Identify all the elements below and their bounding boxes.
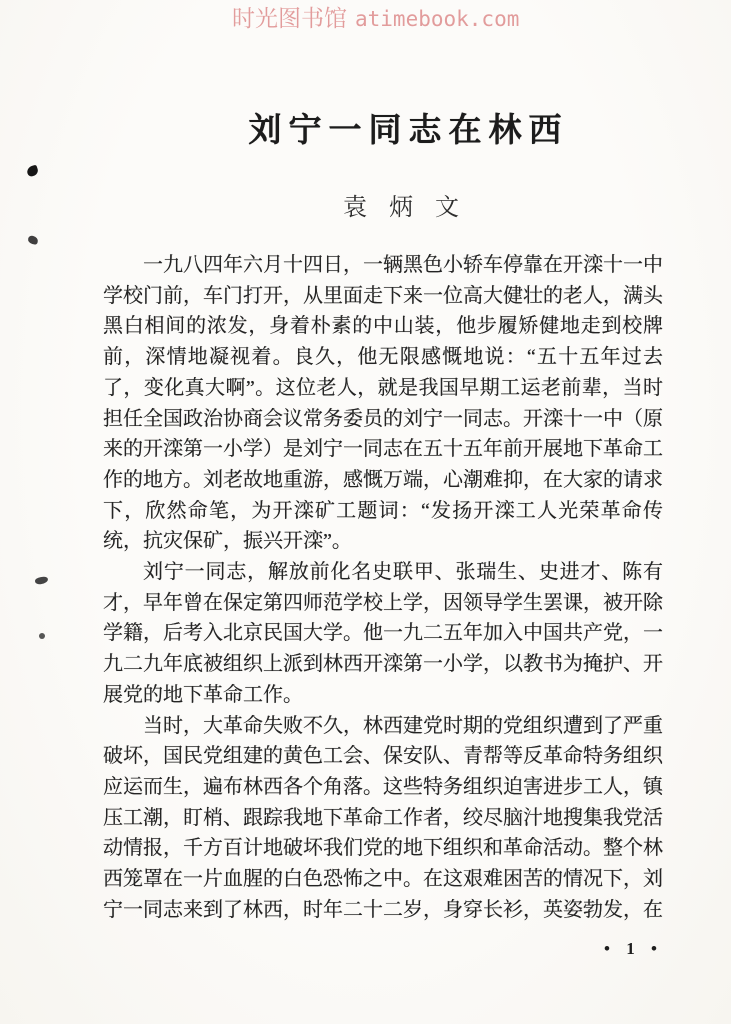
ink-speck <box>35 576 49 585</box>
article-title: 刘宁一同志在林西 <box>248 113 569 149</box>
watermark-cjk-text: 时光图书馆 <box>232 6 347 32</box>
text-line: 黑白相间的浓发，身着朴素的中山装，他步履矫健地走到校牌 <box>103 315 663 338</box>
text-line: 一九八四年六月十四日，一辆黑色小轿车停靠在开滦十一中 <box>143 254 663 276</box>
text-line: 担任全国政治协商会议常务委员的刘宁一同志。开滦十一中（原 <box>103 407 663 430</box>
text-line: 压工潮，盯梢、跟踪我地下革命工作者，绞尽脑汁地搜集我党活 <box>103 806 663 829</box>
text-line: 宁一同志来到了林西，时年二十二岁，身穿长衫，英姿勃发，在 <box>103 898 663 921</box>
text-line: 西笼罩在一片血腥的白色恐怖之中。在这艰难困苦的情况下，刘 <box>103 868 663 891</box>
text-line: 来的开滦第一小学）是刘宁一同志在五十五年前开展地下革命工 <box>103 438 663 461</box>
ink-speck <box>27 235 39 245</box>
text-line: 前，深情地凝视着。良久，他无限感慨地说：“五十五年过去 <box>103 346 663 369</box>
text-line: 了，变化真大啊”。这位老人，就是我国早期工运老前辈，当时 <box>103 376 663 399</box>
text-line: 学校门前，车门打开，从里面走下来一位高大健壮的老人，满头 <box>103 284 663 307</box>
page-number: • 1 • <box>604 939 663 958</box>
text-line: 刘宁一同志，解放前化名史联甲、张瑞生、史进才、陈有 <box>143 561 663 584</box>
text-line: 动情报，千方百计地破坏我们党的地下组织和革命活动。整个林 <box>103 837 663 860</box>
text-line: 破坏，国民党组建的黄色工会、保安队、青帮等反革命特务组织 <box>103 745 663 768</box>
article-author: 袁炳文 <box>343 195 481 221</box>
text-line: 九二九年底被组织上派到林西开滦第一小学，以教书为掩护、开 <box>103 653 663 676</box>
text-line: 才，早年曾在保定第四师范学校上学，因领导学生罢课，被开除 <box>103 591 663 614</box>
ink-speck <box>26 165 40 178</box>
text-line: 下，欣然命笔，为开滦矿工题词：“发扬开滦工人光荣革命传 <box>103 499 663 522</box>
text-line: 作的地方。刘老故地重游，感慨万端，心潮难抑，在大家的请求 <box>103 468 663 491</box>
body-text <box>103 250 663 925</box>
text-line: 展党的地下革命工作。 <box>103 683 303 706</box>
text-line: 当时，大革命失败不久，林西建党时期的党组织遭到了严重 <box>143 714 663 737</box>
watermark <box>232 6 519 32</box>
text-line: 统，抗灾保矿，振兴开滦”。 <box>103 530 352 553</box>
ink-speck <box>39 633 45 639</box>
text-line: 应运而生，遍布林西各个角落。这些特务组织迫害进步工人，镇 <box>103 775 663 798</box>
text-line: 学籍，后考入北京民国大学。他一九二五年加入中国共产党，一 <box>103 622 663 645</box>
watermark-site-text: atimebook.com <box>355 7 520 31</box>
